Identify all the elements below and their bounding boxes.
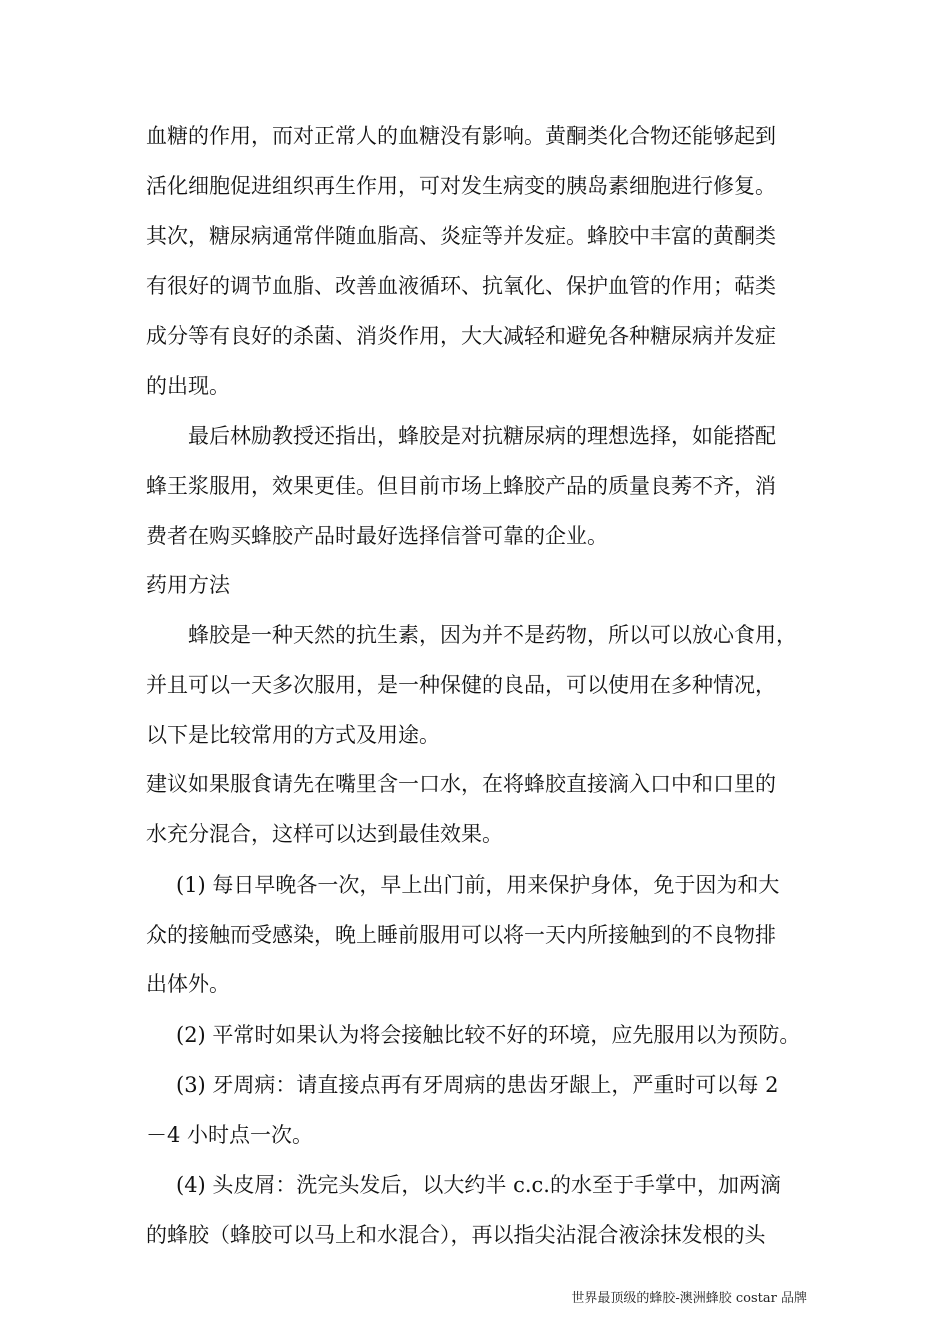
paragraph-line: 血糖的作用，而对正常人的血糖没有影响。黄酮类化合物还能够起到 — [146, 124, 776, 148]
paragraph-line: 众的接触而受感染，晚上睡前服用可以将一天内所接触到的不良物排 — [146, 923, 776, 947]
paragraph-line: 最后林励教授还指出，蜂胶是对抗糖尿病的理想选择，如能搭配 — [188, 424, 776, 448]
page-footer: 世界最顶级的蜂胶-澳洲蜂胶 costar 品牌 — [571, 1291, 807, 1306]
section-heading: 药用方法 — [146, 573, 230, 597]
paragraph-line: －4 小时点一次。 — [146, 1123, 314, 1147]
list-item-2: (2) 平常时如果认为将会接触比较不好的环境，应先服用以为预防。 — [176, 1023, 801, 1047]
list-item-4: (4) 头皮屑：洗完头发后，以大约半 c.c.的水至于手掌中，加两滴 — [176, 1173, 781, 1197]
paragraph-line: 出体外。 — [146, 972, 230, 996]
paragraph-line: 蜂王浆服用，效果更佳。但目前市场上蜂胶产品的质量良莠不齐，消 — [146, 474, 776, 498]
list-item-1: (1) 每日早晚各一次，早上出门前，用来保护身体，免于因为和大 — [176, 873, 780, 897]
paragraph-line: 蜂胶是一种天然的抗生素，因为并不是药物，所以可以放心食用， — [188, 623, 797, 647]
paragraph-line: 有很好的调节血脂、改善血液循环、抗氧化、保护血管的作用；萜类 — [146, 274, 776, 298]
paragraph-line: 的出现。 — [146, 374, 230, 398]
paragraph-line: 水充分混合，这样可以达到最佳效果。 — [146, 822, 503, 846]
paragraph-line: 活化细胞促进组织再生作用，可对发生病变的胰岛素细胞进行修复。 — [146, 174, 776, 198]
paragraph-line: 以下是比较常用的方式及用途。 — [146, 723, 440, 747]
paragraph-line: 成分等有良好的杀菌、消炎作用，大大减轻和避免各种糖尿病并发症 — [146, 324, 776, 348]
paragraph-line: 其次，糖尿病通常伴随血脂高、炎症等并发症。蜂胶中丰富的黄酮类 — [146, 224, 776, 248]
list-item-3: (3) 牙周病：请直接点再有牙周病的患齿牙龈上，严重时可以每 2 — [176, 1073, 779, 1097]
paragraph-line: 建议如果服食请先在嘴里含一口水，在将蜂胶直接滴入口中和口里的 — [146, 772, 776, 796]
paragraph-line: 的蜂胶（蜂胶可以马上和水混合），再以指尖沾混合液涂抹发根的头 — [146, 1223, 766, 1247]
paragraph-line: 并且可以一天多次服用，是一种保健的良品，可以使用在多种情况， — [146, 673, 776, 697]
paragraph-line: 费者在购买蜂胶产品时最好选择信誉可靠的企业。 — [146, 524, 608, 548]
